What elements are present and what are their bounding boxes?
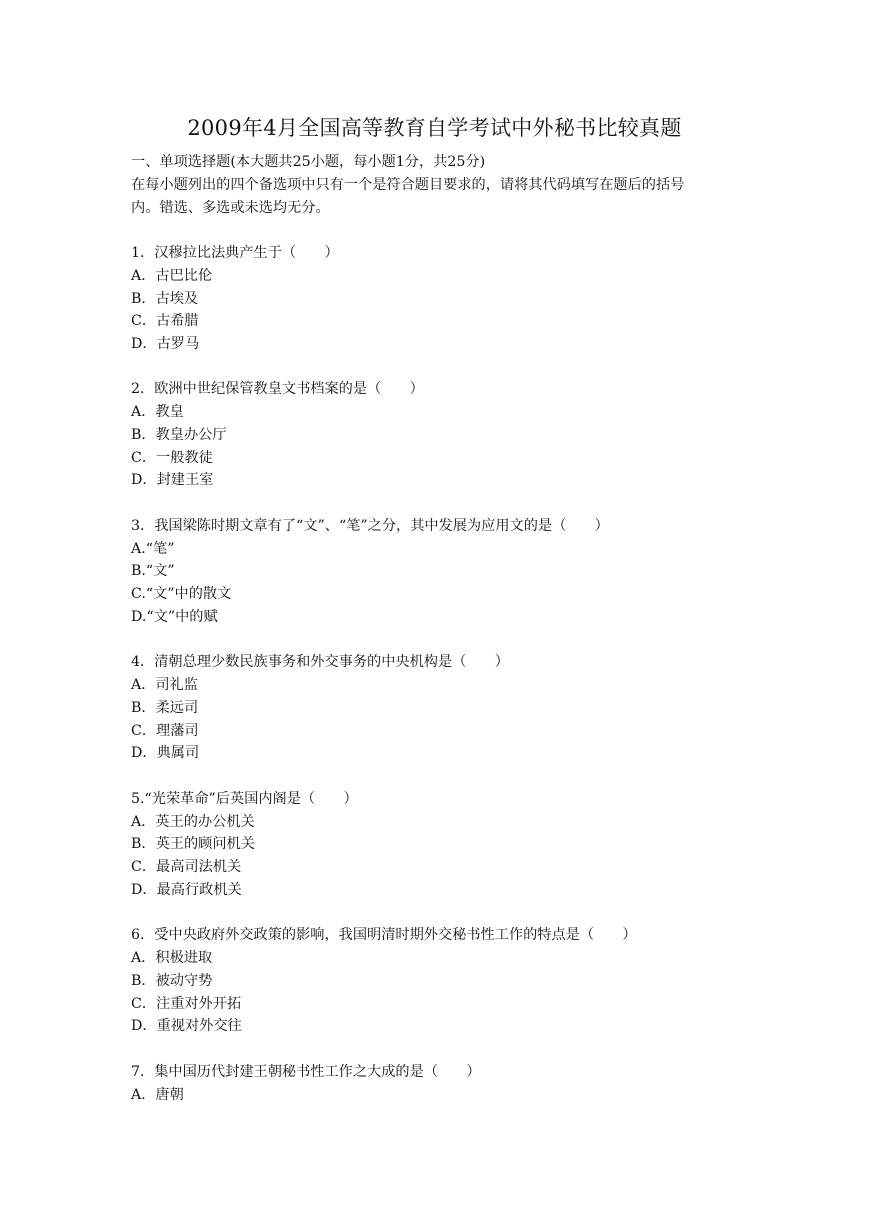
- option-b: B.“文”: [131, 563, 175, 579]
- option-d: D．最高行政机关: [131, 882, 242, 898]
- option-a: A．积极进取: [131, 950, 213, 966]
- question-stem: 7．集中国历代封建王朝秘书性工作之大成的是（ ）: [131, 1064, 481, 1080]
- question-stem: 6．受中央政府外交政策的影响，我国明清时期外交秘书性工作的特点是（ ）: [131, 927, 637, 943]
- option-a: A．司礼监: [131, 677, 198, 693]
- option-b: B．英王的顾问机关: [131, 836, 255, 852]
- option-c: C．理藩司: [131, 723, 199, 739]
- option-c: C．注重对外开拓: [131, 996, 242, 1012]
- option-a: A.“笔”: [131, 541, 175, 557]
- instructions-line-1: 在每小题列出的四个备选项中只有一个是符合题目要求的，请将其代码填写在题后的括号: [131, 177, 685, 193]
- option-c: C．一般教徒: [131, 450, 213, 466]
- option-d: D．典属司: [131, 745, 200, 761]
- option-a: A．英王的办公机关: [131, 814, 255, 830]
- question-stem: 1．汉穆拉比法典产生于（ ）: [131, 245, 339, 261]
- option-b: B．被动守势: [131, 973, 213, 989]
- question-stem: 2．欧洲中世纪保管教皇文书档案的是（ ）: [131, 381, 424, 397]
- section-heading: 一、单项选择题(本大题共25小题，每小题1分，共25分): [131, 154, 486, 170]
- option-d: D．封建王室: [131, 472, 214, 488]
- option-b: B．古埃及: [131, 291, 199, 307]
- question-stem: 4．清朝总理少数民族事务和外交事务的中央机构是（ ）: [131, 654, 509, 670]
- instructions-line-2: 内。错选、多选或未选均无分。: [131, 200, 330, 216]
- option-c: C．古希腊: [131, 313, 199, 329]
- question-stem: 3．我国梁陈时期文章有了“文”、“笔”之分，其中发展为应用文的是（ ）: [131, 518, 609, 534]
- option-a: A．唐朝: [131, 1087, 184, 1103]
- option-b: B．教皇办公厅: [131, 427, 227, 443]
- option-c: C.“文”中的散文: [131, 586, 232, 602]
- page-title: 2009年4月全国高等教育自学考试中外秘书比较真题: [187, 116, 682, 140]
- option-a: A．教皇: [131, 404, 184, 420]
- option-a: A．古巴比伦: [131, 268, 213, 284]
- option-d: D．古罗马: [131, 336, 200, 352]
- question-stem: 5.“光荣革命”后英国内阁是（ ）: [131, 791, 358, 807]
- option-c: C．最高司法机关: [131, 859, 242, 875]
- option-b: B．柔远司: [131, 700, 199, 716]
- option-d: D.“文”中的赋: [131, 609, 218, 625]
- option-d: D．重视对外交往: [131, 1018, 242, 1034]
